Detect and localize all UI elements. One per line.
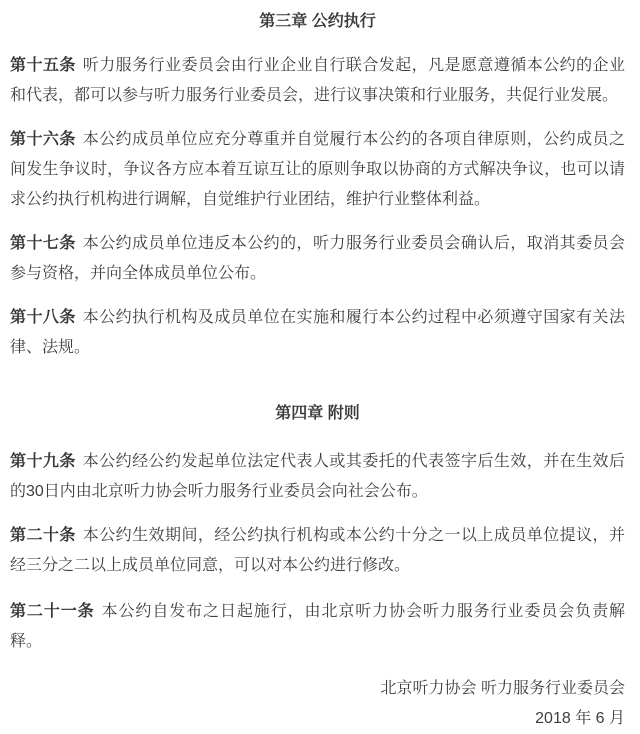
article-15 <box>10 51 625 111</box>
article-17-text: 本公约成员单位违反本公约的，听力服务行业委员会确认后，取消其委员会参与资格，并向全体成员单位公布。 <box>10 235 625 282</box>
signature-org: 北京听力协会 听力服务行业委员会 <box>380 680 625 697</box>
article-16-text: 本公约成员单位应充分尊重并自觉履行本公约的各项自律原则，公约成员之间发生争议时，争议各方应本着互谅互让的原则争取以协商的方式解决争议，也可以请求公约执行机构进行调解，自觉维护行业团结，维护行业整体利益。 <box>10 131 625 208</box>
article-15-text: 听力服务行业委员会由行业企业自行联合发起，凡是愿意遵循本公约的企业和代表，都可以参与听力服务行业委员会，进行议事决策和行业服务，共促行业发展。 <box>10 57 625 104</box>
article-19-text: 本公约经公约发起单位法定代表人或其委托的代表签字后生效，并在生效后的30日内由北京听力协会听力服务行业委员会向社会公布。 <box>10 453 625 500</box>
article-18-number: 第十八条 <box>10 309 76 326</box>
article-19 <box>10 447 625 507</box>
article-20-text: 本公约生效期间，经公约执行机构或本公约十分之一以上成员单位提议，并经三分之二以上成员单位同意，可以对本公约进行修改。 <box>10 527 625 574</box>
article-21-number: 第二十一条 <box>10 603 95 620</box>
signature-block <box>10 674 625 734</box>
article-21-text: 本公约自发布之日起施行，由北京听力协会听力服务行业委员会负责解释。 <box>10 603 625 650</box>
article-20 <box>10 521 625 581</box>
article-16 <box>10 125 625 215</box>
chapter-4-title: 第四章 附则 <box>275 405 360 422</box>
article-16-number: 第十六条 <box>10 131 76 148</box>
article-21 <box>10 597 625 657</box>
article-17 <box>10 229 625 289</box>
article-18 <box>10 303 625 363</box>
article-17-number: 第十七条 <box>10 235 76 252</box>
chapter-3-title: 第三章 公约执行 <box>259 13 376 30</box>
signature-date: 2018 年 6 月 <box>535 710 625 727</box>
article-15-number: 第十五条 <box>10 57 76 74</box>
document-page <box>0 7 640 727</box>
article-19-number: 第十九条 <box>10 453 76 470</box>
article-18-text: 本公约执行机构及成员单位在实施和履行本公约过程中必须遵守国家有关法律、法规。 <box>10 309 625 356</box>
article-20-number: 第二十条 <box>10 527 76 544</box>
